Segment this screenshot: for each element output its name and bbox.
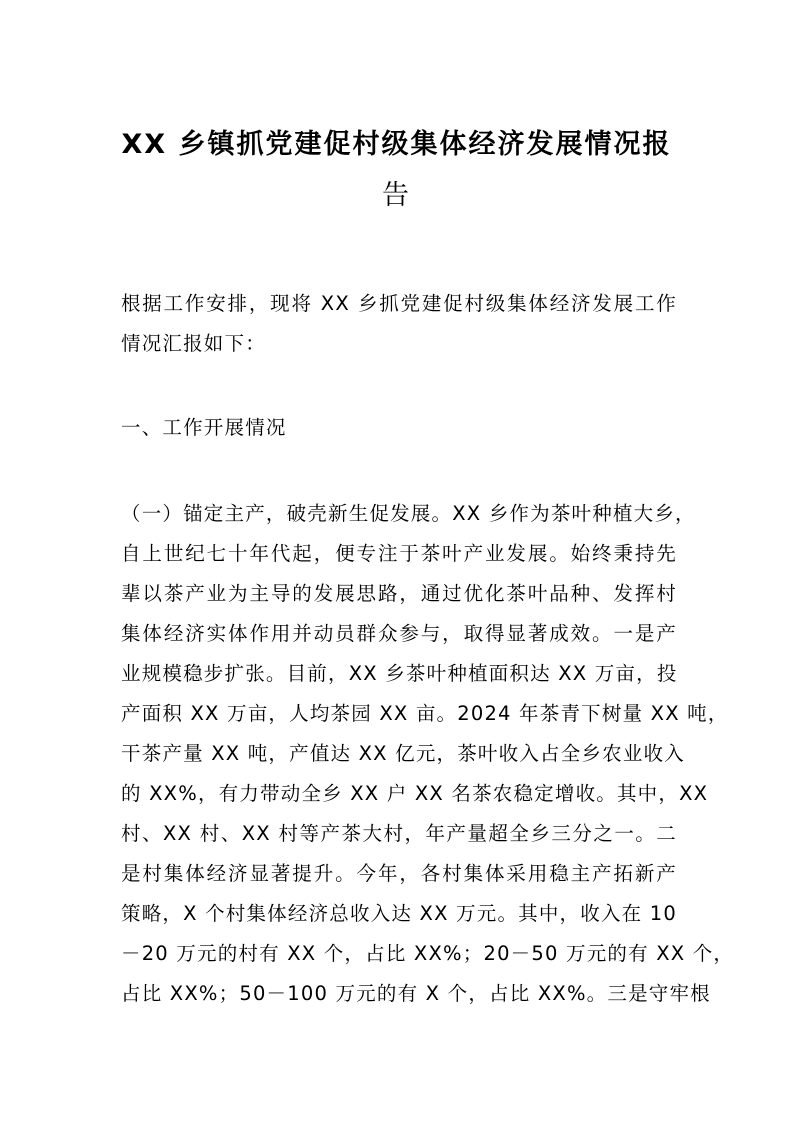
paragraph-line: 辈以茶产业为主导的发展思路，通过优化茶叶品种、发挥村 <box>121 582 677 605</box>
paragraph-line: 是村集体经济显著提升。今年，各村集体采用稳主产拓新产 <box>121 862 677 885</box>
section-heading-text: 一、工作开展情况 <box>121 416 287 439</box>
paragraph-line: 干茶产量 XX 吨，产值达 XX 亿元，茶叶收入占全乡农业收入 <box>121 742 685 765</box>
paragraph-line: 自上世纪七十年代起，便专注于茶叶产业发展。始终秉持先 <box>121 542 677 565</box>
document-title-line-1: XX 乡镇抓党建促村级集体经济发展情况报 <box>121 129 672 160</box>
paragraph-line: 产面积 XX 万亩，人均茶园 XX 亩。2024 年茶青下树量 XX 吨， <box>121 702 729 725</box>
document-title-line-2: 告 <box>382 180 411 211</box>
section-heading <box>121 408 677 448</box>
intro-line: 根据工作安排，现将 XX 乡抓党建促村级集体经济发展工作 <box>121 292 677 315</box>
body-paragraph <box>121 494 735 1014</box>
intro-line: 情况汇报如下： <box>121 332 266 355</box>
paragraph-line: －20 万元的村有 XX 个，占比 XX%；20－50 万元的有 XX 个， <box>121 942 735 965</box>
intro-paragraph <box>121 284 677 364</box>
paragraph-line: 策略，X 个村集体经济总收入达 XX 万元。其中，收入在 10 <box>121 902 677 925</box>
paragraph-line: 的 XX%，有力带动全乡 XX 户 XX 名茶农稳定增收。其中，XX <box>121 782 709 805</box>
paragraph-line: 集体经济实体作用并动员群众参与，取得显著成效。一是产 <box>121 622 677 645</box>
paragraph-line: 占比 XX%；50－100 万元的有 X 个，占比 XX%。三是守牢根 <box>121 982 711 1005</box>
paragraph-line: （一）锚定主产，破壳新生促发展。XX 乡作为茶叶种植大乡， <box>121 502 696 525</box>
paragraph-line: 村、XX 村、XX 村等产茶大村，年产量超全乡三分之一。二 <box>121 822 677 845</box>
paragraph-line: 业规模稳步扩张。目前，XX 乡茶叶种植面积达 XX 万亩，投 <box>121 662 678 685</box>
